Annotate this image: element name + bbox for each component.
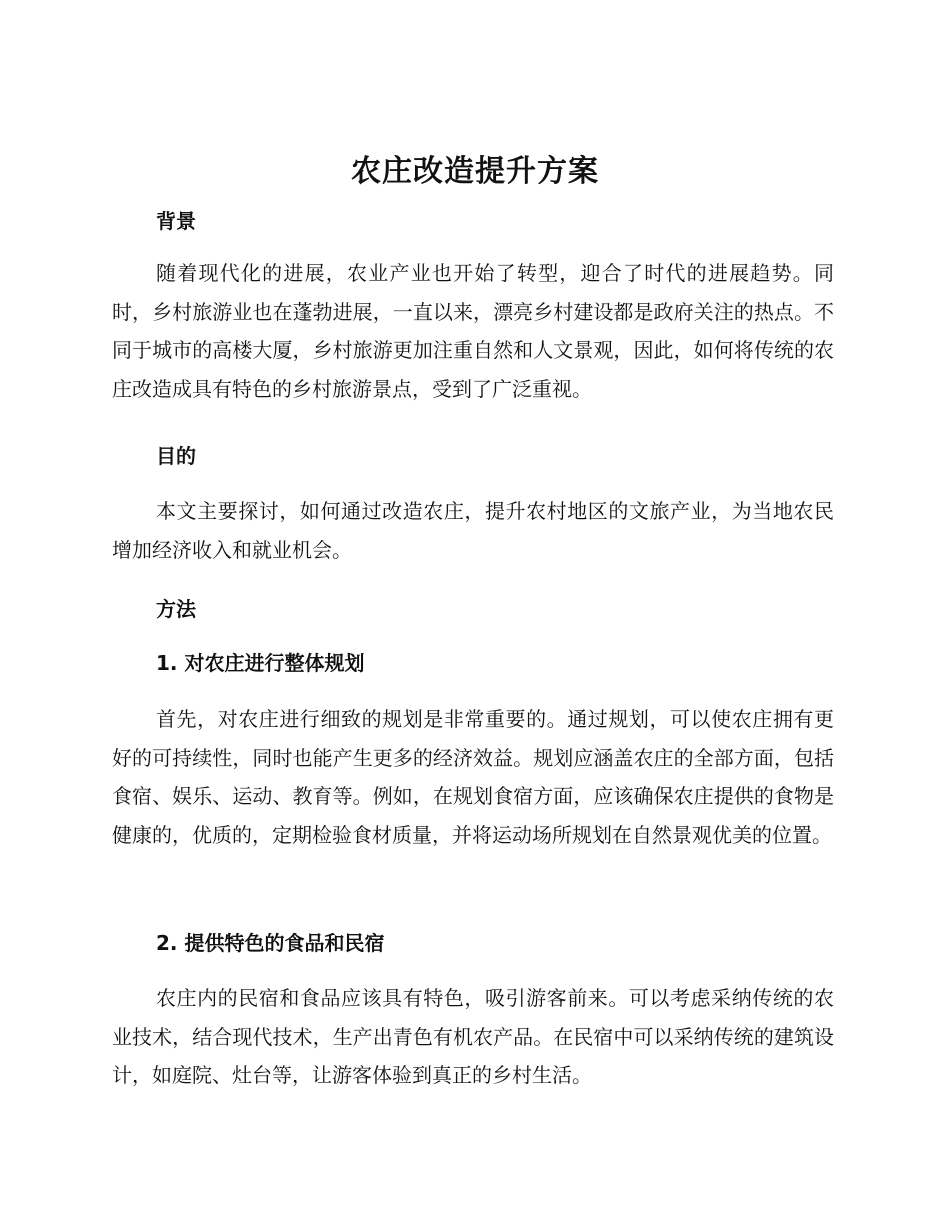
- document-title: 农庄改造提升方案: [351, 154, 599, 189]
- paragraph-purpose: 本文主要探讨，如何通过改造农庄，提升农村地区的文旅产业，为当地农民增加经济收入和就业机会。: [112, 499, 834, 562]
- paragraph-background: 随着现代化的进展，农业产业也开始了转型，迎合了时代的进展趋势。同时，乡村旅游业也在蓬勃进展，一直以来，漂亮乡村建设都是政府关注的热点。不同于城市的高楼大厦，乡村旅游更加注重自然和人文景观，因此，如何将传统的农庄改造成具有特色的乡村旅游景点，受到了广泛重视。: [112, 261, 834, 401]
- section-heading-purpose: 目的: [156, 444, 196, 468]
- paragraph-food-lodging: 农庄内的民宿和食品应该具有特色，吸引游客前来。可以考虑采纳传统的农业技术，结合现代技术，生产出青色有机农产品。在民宿中可以采纳传统的建筑设计，如庭院、灶台等，让游客体验到真正的乡村生活。: [112, 986, 834, 1087]
- paragraph-planning: 首先，对农庄进行细致的规划是非常重要的。通过规划，可以使农庄拥有更好的可持续性，同时也能产生更多的经济效益。规划应涵盖农庄的全部方面，包括食宿、娱乐、运动、教育等。例如，在规划食宿方面，应该确保农庄提供的食物是健康的，优质的，定期检验食材质量，并将运动场所规划在自然景观优美的位置。: [112, 707, 834, 847]
- subsection-heading-food-lodging: 2. 提供特色的食品和民宿: [156, 931, 385, 955]
- section-heading-background: 背景: [156, 209, 196, 233]
- subsection-heading-planning: 1. 对农庄进行整体规划: [156, 651, 365, 675]
- section-heading-method: 方法: [156, 597, 196, 621]
